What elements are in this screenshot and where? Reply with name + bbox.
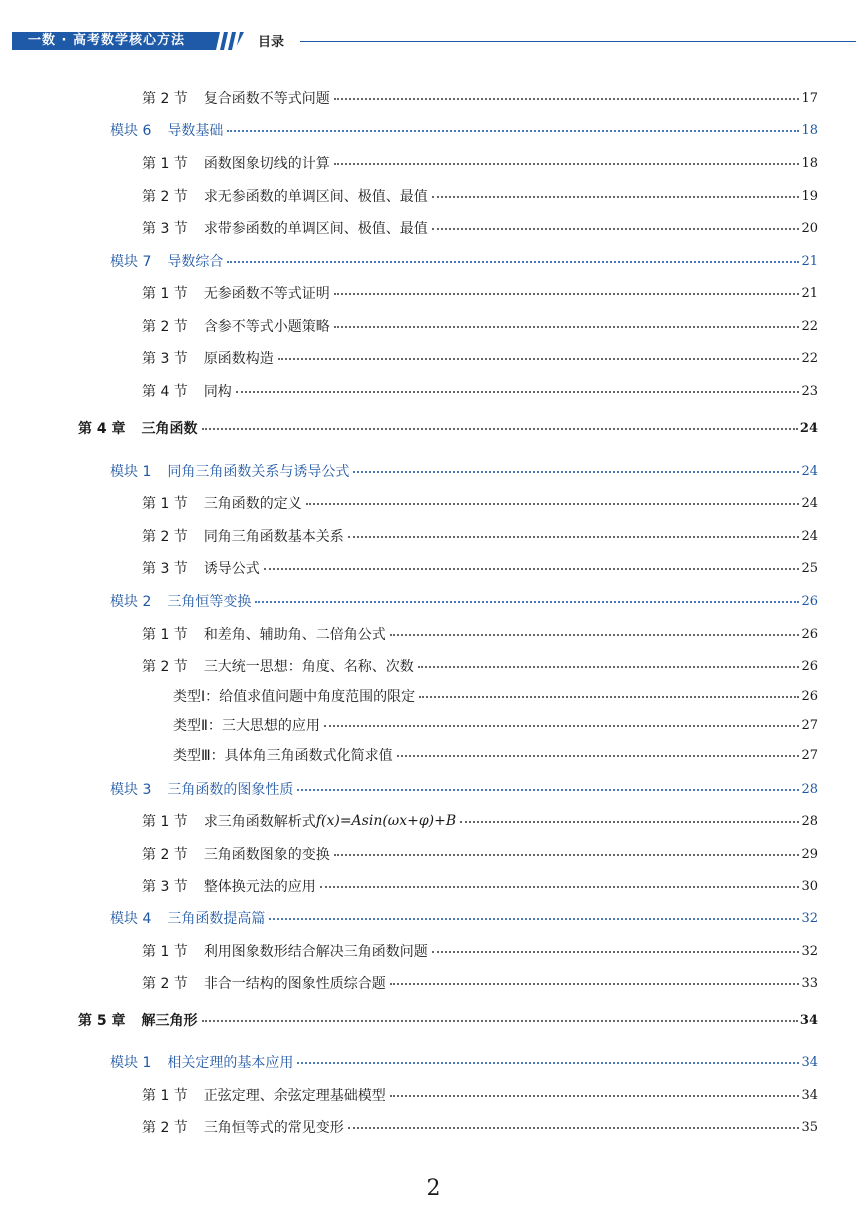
entry-page-number: 17 <box>801 90 818 106</box>
entry-page-number: 34 <box>801 1054 818 1070</box>
dot-leader <box>227 130 799 132</box>
entry-number: 类型Ⅱ： <box>173 718 222 734</box>
section-entry[interactable] <box>142 493 818 513</box>
chapter-entry[interactable] <box>78 418 818 438</box>
entry-page-number: 20 <box>801 220 818 236</box>
entry-number: 第 2 节 <box>142 529 188 545</box>
entry-formula: f(x)=Asin(ωx+φ)+B <box>315 813 457 829</box>
entry-number: 第 2 节 <box>142 659 188 675</box>
entry-page-number: 24 <box>801 528 818 544</box>
entry-page-number: 27 <box>801 717 818 733</box>
entry-page-number: 28 <box>801 781 818 797</box>
section-entry[interactable] <box>142 88 818 108</box>
dot-leader <box>432 228 800 230</box>
dot-leader <box>227 261 799 263</box>
entry-page-number: 34 <box>801 1087 818 1103</box>
entry-title: 三大思想的应用 <box>221 718 320 734</box>
entry-title: 三角函数提高篇 <box>167 911 266 927</box>
entry-title: 导数综合 <box>167 254 224 270</box>
entry-number: 第 4 章 <box>78 421 126 437</box>
section-entry[interactable] <box>142 186 818 206</box>
entry-number: 模块 1 <box>110 1055 152 1071</box>
dot-leader <box>334 98 800 100</box>
page-number: 2 <box>426 1176 441 1201</box>
entry-title: 解三角形 <box>141 1013 198 1029</box>
dot-leader <box>278 358 800 360</box>
entry-title: 具体角三角函数式化简求值 <box>224 748 393 764</box>
module-entry[interactable] <box>110 908 818 928</box>
module-entry[interactable] <box>110 591 818 611</box>
entry-number: 第 1 节 <box>142 944 188 960</box>
entry-page-number: 18 <box>801 155 818 171</box>
dot-leader <box>348 536 800 538</box>
section-entry[interactable] <box>142 218 818 238</box>
entry-title: 求三角函数解析式 <box>203 814 316 830</box>
dot-leader <box>353 471 799 473</box>
entry-number: 第 1 节 <box>142 496 188 512</box>
entry-title: 正弦定理、余弦定理基础模型 <box>203 1088 386 1104</box>
entry-page-number: 21 <box>801 253 818 269</box>
dot-leader <box>419 696 799 698</box>
entry-title: 含参不等式小题策略 <box>203 319 330 335</box>
entry-title: 同角三角函数关系与诱导公式 <box>167 464 350 480</box>
entry-number: 模块 6 <box>110 123 152 139</box>
section-entry[interactable] <box>142 1117 818 1137</box>
entry-page-number: 18 <box>801 122 818 138</box>
dot-leader <box>460 821 799 823</box>
entry-page-number: 24 <box>799 420 818 436</box>
entry-number: 第 2 节 <box>142 976 188 992</box>
entry-title: 函数图象切线的计算 <box>203 156 330 172</box>
dot-leader <box>432 196 800 198</box>
entry-page-number: 32 <box>801 943 818 959</box>
entry-number: 第 1 节 <box>142 1088 188 1104</box>
module-entry[interactable] <box>110 461 818 481</box>
entry-number: 类型Ⅲ： <box>173 748 225 764</box>
entry-title: 和差角、辅助角、二倍角公式 <box>203 627 386 643</box>
entry-page-number: 26 <box>801 626 818 642</box>
entry-title: 三大统一思想：角度、名称、次数 <box>203 659 414 675</box>
section-entry[interactable] <box>142 876 818 896</box>
entry-number: 模块 3 <box>110 782 152 798</box>
module-entry[interactable] <box>110 1052 818 1072</box>
section-entry[interactable] <box>142 624 818 644</box>
type-entry[interactable] <box>173 686 818 706</box>
entry-title: 导数基础 <box>167 123 224 139</box>
entry-title: 同角三角函数基本关系 <box>203 529 344 545</box>
dot-leader <box>334 326 800 328</box>
entry-number: 第 2 节 <box>142 1120 188 1136</box>
dot-leader <box>418 666 800 668</box>
entry-number: 第 3 节 <box>142 561 188 577</box>
section-entry[interactable] <box>142 283 818 303</box>
entry-number: 第 3 节 <box>142 221 188 237</box>
section-entry[interactable] <box>142 316 818 336</box>
entry-number: 模块 7 <box>110 254 152 270</box>
dot-leader <box>297 789 799 791</box>
dot-leader <box>334 163 800 165</box>
entry-page-number: 26 <box>801 593 818 609</box>
dot-leader <box>202 1020 798 1022</box>
entry-page-number: 29 <box>801 846 818 862</box>
entry-title: 三角函数的图象性质 <box>167 782 294 798</box>
entry-number: 模块 4 <box>110 911 152 927</box>
section-entry[interactable] <box>142 844 818 864</box>
entry-title: 复合函数不等式问题 <box>203 91 330 107</box>
entry-number: 类型Ⅰ： <box>173 689 220 705</box>
dot-leader <box>397 755 800 757</box>
section-entry[interactable] <box>142 973 818 993</box>
entry-number: 第 1 节 <box>142 627 188 643</box>
entry-number: 第 1 节 <box>142 286 188 302</box>
dot-leader <box>320 886 800 888</box>
dot-leader <box>390 983 800 985</box>
entry-title: 求无参函数的单调区间、极值、最值 <box>203 189 428 205</box>
dot-leader <box>306 503 800 505</box>
entry-title: 三角函数的定义 <box>203 496 302 512</box>
dot-leader <box>264 568 800 570</box>
section-entry[interactable] <box>142 526 818 546</box>
dot-leader <box>334 293 800 295</box>
dot-leader <box>432 951 800 953</box>
entry-title: 利用图象数形结合解决三角函数问题 <box>203 944 428 960</box>
entry-page-number: 28 <box>801 813 818 829</box>
series-title: 一数 · 高考数学核心方法 <box>28 33 185 48</box>
entry-number: 第 2 节 <box>142 847 188 863</box>
entry-page-number: 35 <box>801 1119 818 1135</box>
section-entry[interactable] <box>142 941 818 961</box>
entry-page-number: 24 <box>801 463 818 479</box>
entry-page-number: 34 <box>799 1012 818 1028</box>
entry-title: 求带参函数的单调区间、极值、最值 <box>203 221 428 237</box>
entry-page-number: 22 <box>801 350 818 366</box>
dot-leader <box>390 1095 800 1097</box>
entry-number: 第 2 节 <box>142 91 188 107</box>
chapter-entry[interactable] <box>78 1010 818 1030</box>
type-entry[interactable] <box>173 715 818 735</box>
module-entry[interactable] <box>110 120 818 140</box>
entry-number: 第 5 章 <box>78 1013 126 1029</box>
entry-title: 三角函数图象的变换 <box>203 847 330 863</box>
entry-page-number: 32 <box>801 910 818 926</box>
dot-leader <box>334 854 800 856</box>
dot-leader <box>390 634 800 636</box>
entry-number: 模块 2 <box>110 594 152 610</box>
entry-page-number: 22 <box>801 318 818 334</box>
section-entry[interactable] <box>142 558 818 578</box>
dot-leader <box>255 601 799 603</box>
entry-number: 第 3 节 <box>142 879 188 895</box>
entry-title: 诱导公式 <box>203 561 260 577</box>
dot-leader <box>297 1062 799 1064</box>
entry-title: 相关定理的基本应用 <box>167 1055 294 1071</box>
section-entry[interactable] <box>142 656 818 676</box>
entry-page-number: 21 <box>801 285 818 301</box>
entry-page-number: 26 <box>801 688 818 704</box>
entry-title: 三角函数 <box>141 421 198 437</box>
type-entry[interactable] <box>173 745 818 765</box>
entry-title: 三角恒等变换 <box>167 594 252 610</box>
entry-title: 原函数构造 <box>203 351 274 367</box>
section-entry[interactable] <box>142 153 818 173</box>
dot-leader <box>236 391 800 393</box>
entry-page-number: 23 <box>801 383 818 399</box>
section-label: 目录 <box>258 35 285 50</box>
entry-title: 整体换元法的应用 <box>203 879 316 895</box>
dot-leader <box>202 428 798 430</box>
entry-title: 同构 <box>203 384 232 400</box>
entry-page-number: 30 <box>801 878 818 894</box>
dot-leader <box>324 725 800 727</box>
entry-page-number: 27 <box>801 747 818 763</box>
entry-number: 第 1 节 <box>142 814 188 830</box>
section-entry[interactable] <box>142 381 818 401</box>
entry-number: 第 4 节 <box>142 384 188 400</box>
entry-page-number: 19 <box>801 188 818 204</box>
entry-title: 三角恒等式的常见变形 <box>203 1120 344 1136</box>
entry-number: 模块 1 <box>110 464 152 480</box>
entry-title: 给值求值问题中角度范围的限定 <box>219 689 416 705</box>
entry-title: 无参函数不等式证明 <box>203 286 330 302</box>
dot-leader <box>348 1127 800 1129</box>
dot-leader <box>269 918 799 920</box>
entry-number: 第 2 节 <box>142 319 188 335</box>
entry-number: 第 3 节 <box>142 351 188 367</box>
module-entry[interactable] <box>110 251 818 271</box>
entry-page-number: 25 <box>801 560 818 576</box>
entry-number: 第 1 节 <box>142 156 188 172</box>
entry-page-number: 26 <box>801 658 818 674</box>
entry-page-number: 24 <box>801 495 818 511</box>
section-entry[interactable] <box>142 811 818 831</box>
entry-number: 第 2 节 <box>142 189 188 205</box>
entry-page-number: 33 <box>801 975 818 991</box>
section-entry[interactable] <box>142 348 818 368</box>
section-entry[interactable] <box>142 1085 818 1105</box>
entry-title: 非合一结构的图象性质综合题 <box>203 976 386 992</box>
module-entry[interactable] <box>110 779 818 799</box>
